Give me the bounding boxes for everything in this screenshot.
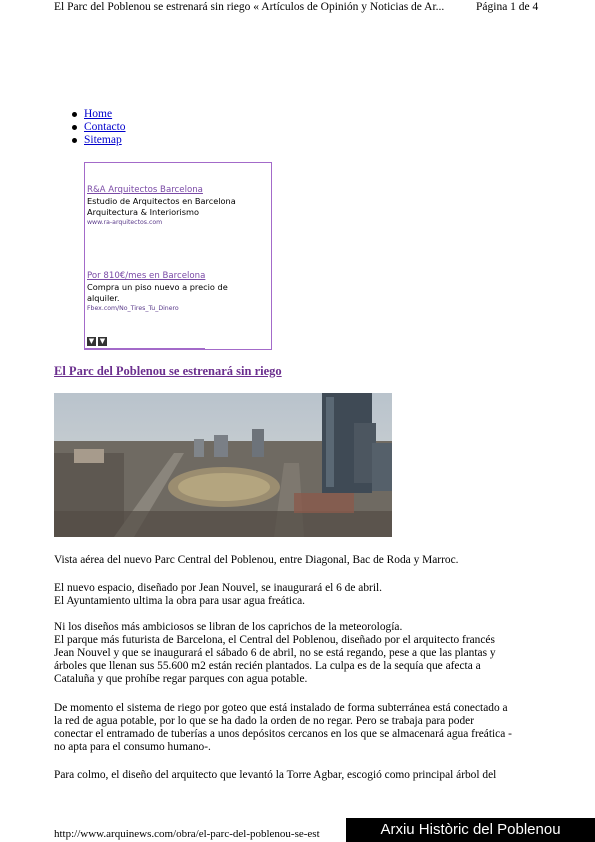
ad-line: Estudio de Arquitectos en Barcelona (87, 196, 236, 206)
paragraph-line: El nuevo espacio, diseñado por Jean Nouvel, se inaugurará el 6 de abril. (54, 582, 383, 594)
photo-caption (54, 554, 544, 567)
ad-block-1[interactable] (87, 185, 267, 227)
paragraph-line: Jean Nouvel y que se inaugurará el sábado 6 de abril, no se está regando, pese a que las plantas y (54, 647, 496, 659)
ad-line: Compra un piso nuevo a precio de (87, 282, 228, 292)
ad-next-icon[interactable]: ▼ (99, 337, 106, 345)
contacto-link[interactable]: Contacto (84, 121, 126, 133)
ad-url[interactable]: www.ra-arquitectos.com (87, 219, 163, 226)
ad-heading[interactable]: R&A Arquitectos Barcelona (87, 185, 203, 195)
caption-text: Vista aérea del nuevo Parc Central del Poblenou, entre Diagonal, Bac de Roda y Marroc. (54, 554, 459, 566)
footer-url: http://www.arquinews.com/obra/el-parc-del-poblenou-se-est (54, 828, 320, 840)
ad-url[interactable]: Fbex.com/No_Tires_Tu_Dinero (87, 305, 179, 312)
paragraph-line: árboles que llenan sus 55.600 m2 están recién plantados. La culpa es de la sequía que afecta a (54, 660, 481, 672)
nav-list (70, 108, 126, 147)
paragraph-line: conectar el entramado de tuberías a unos depósitos cercanos en los que se almacenará agua freática - (54, 728, 512, 740)
ad-line: Arquitectura & Interiorismo (87, 207, 199, 217)
sitemap-link[interactable]: Sitemap (84, 134, 122, 146)
paragraph-line: la red de agua potable, por lo que se ha dado la orden de no regar. Pero se trabaja para poder (54, 715, 475, 727)
page-header-title: El Parc del Poblenou se estrenará sin riego « Artículos de Opinión y Noticias de Ar... (54, 1, 445, 13)
ad-prev-icon[interactable]: ▼ (88, 337, 95, 345)
bullet-icon (72, 112, 77, 117)
paragraph-2 (54, 621, 544, 686)
nav-item-home (70, 108, 126, 121)
paragraph-line: El Ayuntamiento ultima la obra para usar agua freática. (54, 595, 306, 607)
paragraph-3 (54, 702, 544, 754)
print-header (0, 0, 595, 14)
archive-stamp: Arxiu Històric del Poblenou (346, 818, 595, 842)
paragraph-line: De momento el sistema de riego por goteo que está instalado de forma subterránea está conectado a (54, 702, 508, 714)
page-number: Página 1 de 4 (476, 1, 539, 13)
ad-box (84, 162, 272, 350)
article-title[interactable]: El Parc del Poblenou se estrenará sin riego (54, 364, 282, 378)
paragraph-line: Ni los diseños más ambiciosos se libran de los caprichos de la meteorología. (54, 621, 403, 633)
paragraph-line: Cataluña y que prohíbe regar parques con agua potable. (54, 673, 308, 685)
ad-nav (87, 337, 107, 346)
aerial-photo (54, 393, 392, 537)
nav-item-contacto (70, 121, 126, 134)
paragraph-4 (54, 769, 544, 782)
paragraph-line: Para colmo, el diseño del arquitecto que levantó la Torre Agbar, escogió como principal árbol del (54, 769, 497, 781)
nav-item-sitemap (70, 134, 126, 147)
paragraph-1 (54, 582, 544, 608)
bullet-icon (72, 125, 77, 130)
ad-block-2[interactable] (87, 271, 267, 313)
ad-line: alquiler. (87, 293, 120, 303)
paragraph-line: no apta para el consumo humano-. (54, 741, 211, 753)
bullet-icon (72, 138, 77, 143)
paragraph-line: El parque más futurista de Barcelona, el Central del Poblenou, diseñado por el arquitecto francés (54, 634, 495, 646)
ad-heading[interactable]: Por 810€/mes en Barcelona (87, 271, 206, 281)
ad-underline (85, 348, 205, 349)
home-link[interactable]: Home (84, 108, 113, 120)
